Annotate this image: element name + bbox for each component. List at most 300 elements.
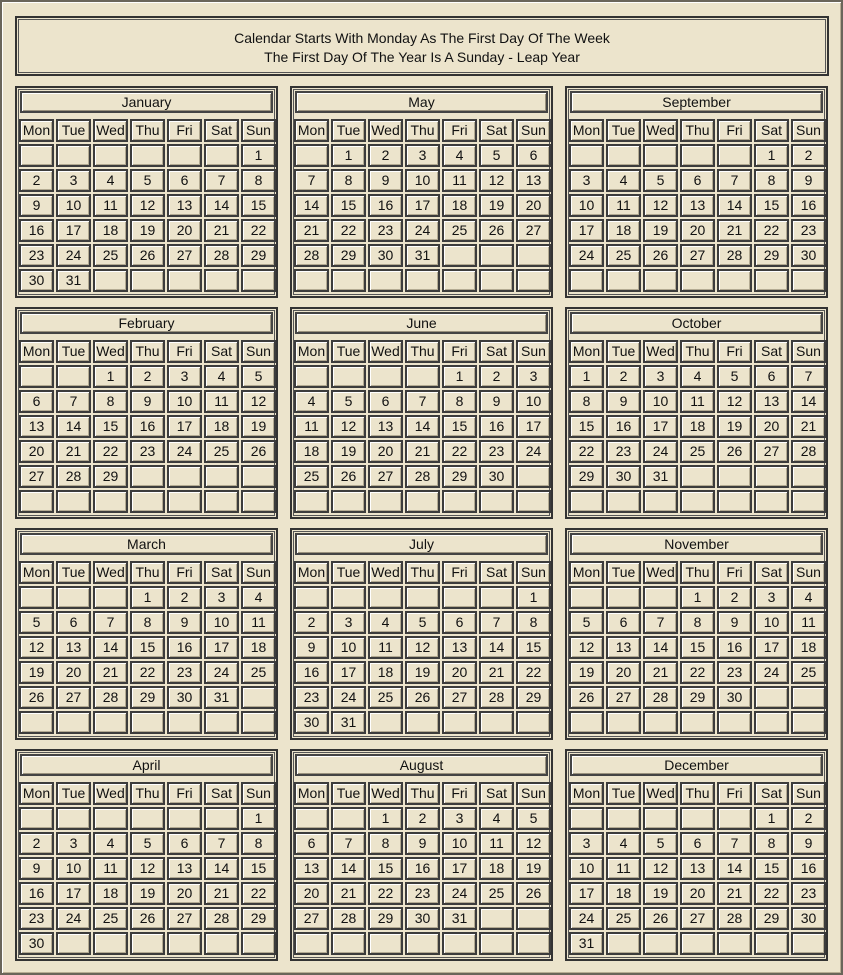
empty-cell <box>680 269 715 292</box>
day-cell: 9 <box>368 169 403 192</box>
day-cell: 3 <box>331 611 366 634</box>
day-cell: 11 <box>294 415 329 438</box>
day-cell: 27 <box>294 907 329 930</box>
day-cell: 20 <box>368 440 403 463</box>
weekday-tue: Tue <box>56 561 91 584</box>
weekday-mon: Mon <box>294 561 329 584</box>
month-may <box>290 86 553 298</box>
day-cell: 8 <box>516 611 551 634</box>
day-cell: 3 <box>56 832 91 855</box>
day-cell: 6 <box>19 390 54 413</box>
day-cell: 3 <box>643 365 678 388</box>
day-cell: 28 <box>204 244 239 267</box>
day-cell: 17 <box>569 882 604 905</box>
weekday-thu: Thu <box>680 119 715 142</box>
empty-cell <box>294 807 329 830</box>
day-cell: 25 <box>368 686 403 709</box>
empty-cell <box>56 932 91 955</box>
empty-cell <box>56 490 91 513</box>
day-cell: 17 <box>56 219 91 242</box>
empty-cell <box>479 711 514 734</box>
day-cell: 29 <box>130 686 165 709</box>
day-cell: 8 <box>442 390 477 413</box>
day-cell: 1 <box>442 365 477 388</box>
month-june <box>290 307 553 519</box>
empty-cell <box>241 269 276 292</box>
empty-cell <box>368 711 403 734</box>
weekday-sun: Sun <box>241 561 276 584</box>
day-cell: 11 <box>93 857 128 880</box>
day-cell: 31 <box>405 244 440 267</box>
day-cell: 21 <box>791 415 826 438</box>
day-cell: 15 <box>368 857 403 880</box>
day-cell: 18 <box>442 194 477 217</box>
day-cell: 9 <box>717 611 752 634</box>
day-cell: 11 <box>606 194 641 217</box>
month-title: March <box>20 533 273 555</box>
day-cell: 30 <box>368 244 403 267</box>
day-cell: 20 <box>56 661 91 684</box>
empty-cell <box>606 932 641 955</box>
day-cell: 18 <box>204 415 239 438</box>
day-cell: 4 <box>606 832 641 855</box>
empty-cell <box>56 586 91 609</box>
day-cell: 2 <box>19 169 54 192</box>
empty-cell <box>167 711 202 734</box>
day-cell: 12 <box>479 169 514 192</box>
day-cell: 28 <box>93 686 128 709</box>
day-cell: 2 <box>606 365 641 388</box>
empty-cell <box>442 711 477 734</box>
weekday-wed: Wed <box>368 561 403 584</box>
day-cell: 23 <box>167 661 202 684</box>
day-cell: 29 <box>569 465 604 488</box>
day-cell: 1 <box>754 807 789 830</box>
empty-cell <box>717 807 752 830</box>
weekday-wed: Wed <box>93 119 128 142</box>
day-cell: 5 <box>405 611 440 634</box>
day-cell: 25 <box>241 661 276 684</box>
day-cell: 9 <box>606 390 641 413</box>
day-cell: 24 <box>516 440 551 463</box>
weekday-fri: Fri <box>167 119 202 142</box>
day-cell: 20 <box>680 882 715 905</box>
weekday-mon: Mon <box>294 782 329 805</box>
empty-cell <box>294 144 329 167</box>
day-cell: 1 <box>516 586 551 609</box>
day-cell: 24 <box>754 661 789 684</box>
weekday-sun: Sun <box>791 782 826 805</box>
day-cell: 13 <box>368 415 403 438</box>
day-cell: 23 <box>479 440 514 463</box>
empty-cell <box>19 586 54 609</box>
empty-cell <box>569 711 604 734</box>
month-title: January <box>20 91 273 113</box>
empty-cell <box>643 711 678 734</box>
day-cell: 4 <box>442 144 477 167</box>
day-cell: 1 <box>241 807 276 830</box>
day-cell: 26 <box>479 219 514 242</box>
month-title: February <box>20 312 273 334</box>
day-cell: 24 <box>405 219 440 242</box>
day-cell: 21 <box>717 882 752 905</box>
day-cell: 12 <box>241 390 276 413</box>
day-cell: 7 <box>331 832 366 855</box>
day-cell: 27 <box>368 465 403 488</box>
day-cell: 22 <box>241 219 276 242</box>
day-cell: 14 <box>405 415 440 438</box>
day-cell: 19 <box>516 857 551 880</box>
weekday-sun: Sun <box>791 561 826 584</box>
weekday-sat: Sat <box>754 340 789 363</box>
empty-cell <box>791 932 826 955</box>
day-cell: 4 <box>294 390 329 413</box>
day-cell: 1 <box>331 144 366 167</box>
day-cell: 7 <box>643 611 678 634</box>
weekday-wed: Wed <box>643 340 678 363</box>
empty-cell <box>294 586 329 609</box>
empty-cell <box>167 807 202 830</box>
day-cell: 10 <box>754 611 789 634</box>
weekday-fri: Fri <box>442 561 477 584</box>
empty-cell <box>204 807 239 830</box>
day-cell: 31 <box>331 711 366 734</box>
empty-cell <box>569 144 604 167</box>
day-cell: 14 <box>56 415 91 438</box>
day-cell: 21 <box>294 219 329 242</box>
empty-cell <box>479 490 514 513</box>
empty-cell <box>754 932 789 955</box>
weekday-tue: Tue <box>56 340 91 363</box>
day-cell: 24 <box>56 907 91 930</box>
day-cell: 18 <box>479 857 514 880</box>
weekday-wed: Wed <box>368 340 403 363</box>
day-cell: 30 <box>791 244 826 267</box>
weekday-fri: Fri <box>167 340 202 363</box>
empty-cell <box>717 932 752 955</box>
header-line-2: The First Day Of The Year Is A Sunday - Leap Year <box>264 49 580 65</box>
day-cell: 14 <box>717 194 752 217</box>
day-cell: 20 <box>606 661 641 684</box>
day-cell: 21 <box>643 661 678 684</box>
empty-cell <box>241 686 276 709</box>
empty-cell <box>19 807 54 830</box>
empty-cell <box>516 465 551 488</box>
weekday-sun: Sun <box>241 119 276 142</box>
day-cell: 18 <box>294 440 329 463</box>
empty-cell <box>791 686 826 709</box>
empty-cell <box>204 144 239 167</box>
empty-cell <box>680 490 715 513</box>
empty-cell <box>19 144 54 167</box>
day-cell: 6 <box>442 611 477 634</box>
weekday-tue: Tue <box>606 782 641 805</box>
empty-cell <box>241 465 276 488</box>
weekday-tue: Tue <box>56 782 91 805</box>
day-cell: 20 <box>442 661 477 684</box>
empty-cell <box>56 144 91 167</box>
day-cell: 15 <box>130 636 165 659</box>
day-cell: 12 <box>405 636 440 659</box>
day-cell: 5 <box>331 390 366 413</box>
day-cell: 6 <box>754 365 789 388</box>
day-cell: 2 <box>130 365 165 388</box>
day-cell: 26 <box>331 465 366 488</box>
day-cell: 31 <box>204 686 239 709</box>
day-cell: 28 <box>405 465 440 488</box>
empty-cell <box>791 490 826 513</box>
empty-cell <box>791 465 826 488</box>
empty-cell <box>405 490 440 513</box>
weekday-mon: Mon <box>19 340 54 363</box>
day-cell: 17 <box>643 415 678 438</box>
day-cell: 31 <box>442 907 477 930</box>
day-cell: 4 <box>368 611 403 634</box>
weekday-fri: Fri <box>167 782 202 805</box>
empty-cell <box>294 932 329 955</box>
day-cell: 9 <box>405 832 440 855</box>
empty-cell <box>791 711 826 734</box>
weekday-tue: Tue <box>331 561 366 584</box>
day-cell: 31 <box>569 932 604 955</box>
day-cell: 29 <box>93 465 128 488</box>
weekday-thu: Thu <box>405 561 440 584</box>
day-cell: 19 <box>479 194 514 217</box>
day-cell: 17 <box>56 882 91 905</box>
weekday-tue: Tue <box>331 340 366 363</box>
day-cell: 28 <box>717 244 752 267</box>
day-cell: 29 <box>241 907 276 930</box>
month-december <box>565 749 828 961</box>
weekday-mon: Mon <box>294 340 329 363</box>
empty-cell <box>680 932 715 955</box>
month-november <box>565 528 828 740</box>
weekday-tue: Tue <box>606 340 641 363</box>
empty-cell <box>569 269 604 292</box>
day-cell: 1 <box>368 807 403 830</box>
day-cell: 6 <box>56 611 91 634</box>
day-cell: 29 <box>368 907 403 930</box>
day-cell: 20 <box>19 440 54 463</box>
day-cell: 24 <box>569 244 604 267</box>
weekday-sun: Sun <box>241 340 276 363</box>
day-cell: 24 <box>204 661 239 684</box>
day-cell: 13 <box>606 636 641 659</box>
empty-cell <box>204 269 239 292</box>
day-cell: 10 <box>167 390 202 413</box>
empty-cell <box>442 586 477 609</box>
empty-cell <box>19 711 54 734</box>
empty-cell <box>442 244 477 267</box>
day-cell: 12 <box>130 857 165 880</box>
empty-cell <box>606 586 641 609</box>
weekday-sat: Sat <box>479 782 514 805</box>
empty-cell <box>167 490 202 513</box>
empty-cell <box>569 807 604 830</box>
day-cell: 8 <box>93 390 128 413</box>
weekday-wed: Wed <box>93 561 128 584</box>
day-cell: 16 <box>606 415 641 438</box>
empty-cell <box>516 711 551 734</box>
day-cell: 12 <box>643 194 678 217</box>
weekday-thu: Thu <box>680 340 715 363</box>
day-cell: 3 <box>167 365 202 388</box>
empty-cell <box>130 144 165 167</box>
day-cell: 3 <box>569 169 604 192</box>
day-cell: 19 <box>643 219 678 242</box>
empty-cell <box>516 490 551 513</box>
weekday-tue: Tue <box>331 119 366 142</box>
weekday-fri: Fri <box>442 782 477 805</box>
empty-cell <box>19 490 54 513</box>
weekday-thu: Thu <box>405 119 440 142</box>
day-cell: 3 <box>516 365 551 388</box>
empty-cell <box>606 269 641 292</box>
weekday-sat: Sat <box>204 782 239 805</box>
empty-cell <box>479 269 514 292</box>
day-cell: 22 <box>331 219 366 242</box>
day-cell: 12 <box>130 194 165 217</box>
day-cell: 3 <box>204 586 239 609</box>
day-cell: 21 <box>56 440 91 463</box>
weekday-fri: Fri <box>442 340 477 363</box>
day-cell: 2 <box>368 144 403 167</box>
day-cell: 13 <box>442 636 477 659</box>
day-cell: 23 <box>19 244 54 267</box>
day-cell: 26 <box>643 244 678 267</box>
day-cell: 7 <box>204 169 239 192</box>
empty-cell <box>717 711 752 734</box>
day-cell: 18 <box>93 882 128 905</box>
day-cell: 18 <box>368 661 403 684</box>
day-cell: 12 <box>19 636 54 659</box>
day-cell: 25 <box>93 244 128 267</box>
day-cell: 30 <box>717 686 752 709</box>
day-cell: 5 <box>569 611 604 634</box>
day-cell: 25 <box>791 661 826 684</box>
day-cell: 18 <box>680 415 715 438</box>
day-cell: 7 <box>791 365 826 388</box>
day-cell: 20 <box>754 415 789 438</box>
day-cell: 28 <box>717 907 752 930</box>
month-title: August <box>295 754 548 776</box>
weekday-fri: Fri <box>442 119 477 142</box>
day-cell: 11 <box>368 636 403 659</box>
day-cell: 26 <box>130 244 165 267</box>
empty-cell <box>643 807 678 830</box>
empty-cell <box>516 244 551 267</box>
day-cell: 24 <box>569 907 604 930</box>
day-cell: 26 <box>516 882 551 905</box>
day-cell: 18 <box>93 219 128 242</box>
day-cell: 19 <box>130 882 165 905</box>
empty-cell <box>130 932 165 955</box>
day-cell: 16 <box>294 661 329 684</box>
day-cell: 20 <box>516 194 551 217</box>
empty-cell <box>331 490 366 513</box>
day-cell: 16 <box>130 415 165 438</box>
day-cell: 13 <box>680 857 715 880</box>
day-cell: 14 <box>204 194 239 217</box>
day-cell: 29 <box>516 686 551 709</box>
day-cell: 4 <box>204 365 239 388</box>
day-cell: 24 <box>331 686 366 709</box>
day-cell: 7 <box>56 390 91 413</box>
day-cell: 24 <box>167 440 202 463</box>
day-cell: 23 <box>717 661 752 684</box>
day-cell: 10 <box>569 857 604 880</box>
day-cell: 24 <box>643 440 678 463</box>
day-cell: 22 <box>93 440 128 463</box>
empty-cell <box>56 711 91 734</box>
weekday-thu: Thu <box>405 340 440 363</box>
day-cell: 9 <box>19 857 54 880</box>
empty-cell <box>516 932 551 955</box>
weekday-tue: Tue <box>56 119 91 142</box>
weekday-mon: Mon <box>569 561 604 584</box>
day-cell: 30 <box>167 686 202 709</box>
day-cell: 27 <box>19 465 54 488</box>
weekday-sun: Sun <box>516 119 551 142</box>
day-cell: 25 <box>479 882 514 905</box>
day-cell: 22 <box>516 661 551 684</box>
empty-cell <box>130 269 165 292</box>
day-cell: 2 <box>19 832 54 855</box>
day-cell: 30 <box>294 711 329 734</box>
day-cell: 10 <box>405 169 440 192</box>
day-cell: 11 <box>241 611 276 634</box>
empty-cell <box>606 711 641 734</box>
day-cell: 10 <box>56 857 91 880</box>
empty-cell <box>606 144 641 167</box>
empty-cell <box>331 365 366 388</box>
day-cell: 22 <box>368 882 403 905</box>
empty-cell <box>442 932 477 955</box>
weekday-sun: Sun <box>516 782 551 805</box>
day-cell: 21 <box>93 661 128 684</box>
empty-cell <box>643 144 678 167</box>
day-cell: 27 <box>167 907 202 930</box>
day-cell: 28 <box>204 907 239 930</box>
empty-cell <box>405 269 440 292</box>
day-cell: 4 <box>93 169 128 192</box>
month-title: May <box>295 91 548 113</box>
day-cell: 2 <box>717 586 752 609</box>
day-cell: 2 <box>791 144 826 167</box>
weekday-sat: Sat <box>204 340 239 363</box>
day-cell: 1 <box>680 586 715 609</box>
weekday-sat: Sat <box>479 119 514 142</box>
day-cell: 11 <box>93 194 128 217</box>
day-cell: 27 <box>680 907 715 930</box>
day-cell: 17 <box>405 194 440 217</box>
empty-cell <box>93 586 128 609</box>
month-title: April <box>20 754 273 776</box>
empty-cell <box>19 365 54 388</box>
day-cell: 22 <box>130 661 165 684</box>
day-cell: 19 <box>569 661 604 684</box>
day-cell: 12 <box>717 390 752 413</box>
day-cell: 9 <box>130 390 165 413</box>
day-cell: 30 <box>405 907 440 930</box>
day-cell: 30 <box>19 932 54 955</box>
day-cell: 14 <box>717 857 752 880</box>
day-cell: 7 <box>204 832 239 855</box>
day-cell: 18 <box>791 636 826 659</box>
day-cell: 1 <box>754 144 789 167</box>
day-cell: 29 <box>754 244 789 267</box>
day-cell: 8 <box>368 832 403 855</box>
